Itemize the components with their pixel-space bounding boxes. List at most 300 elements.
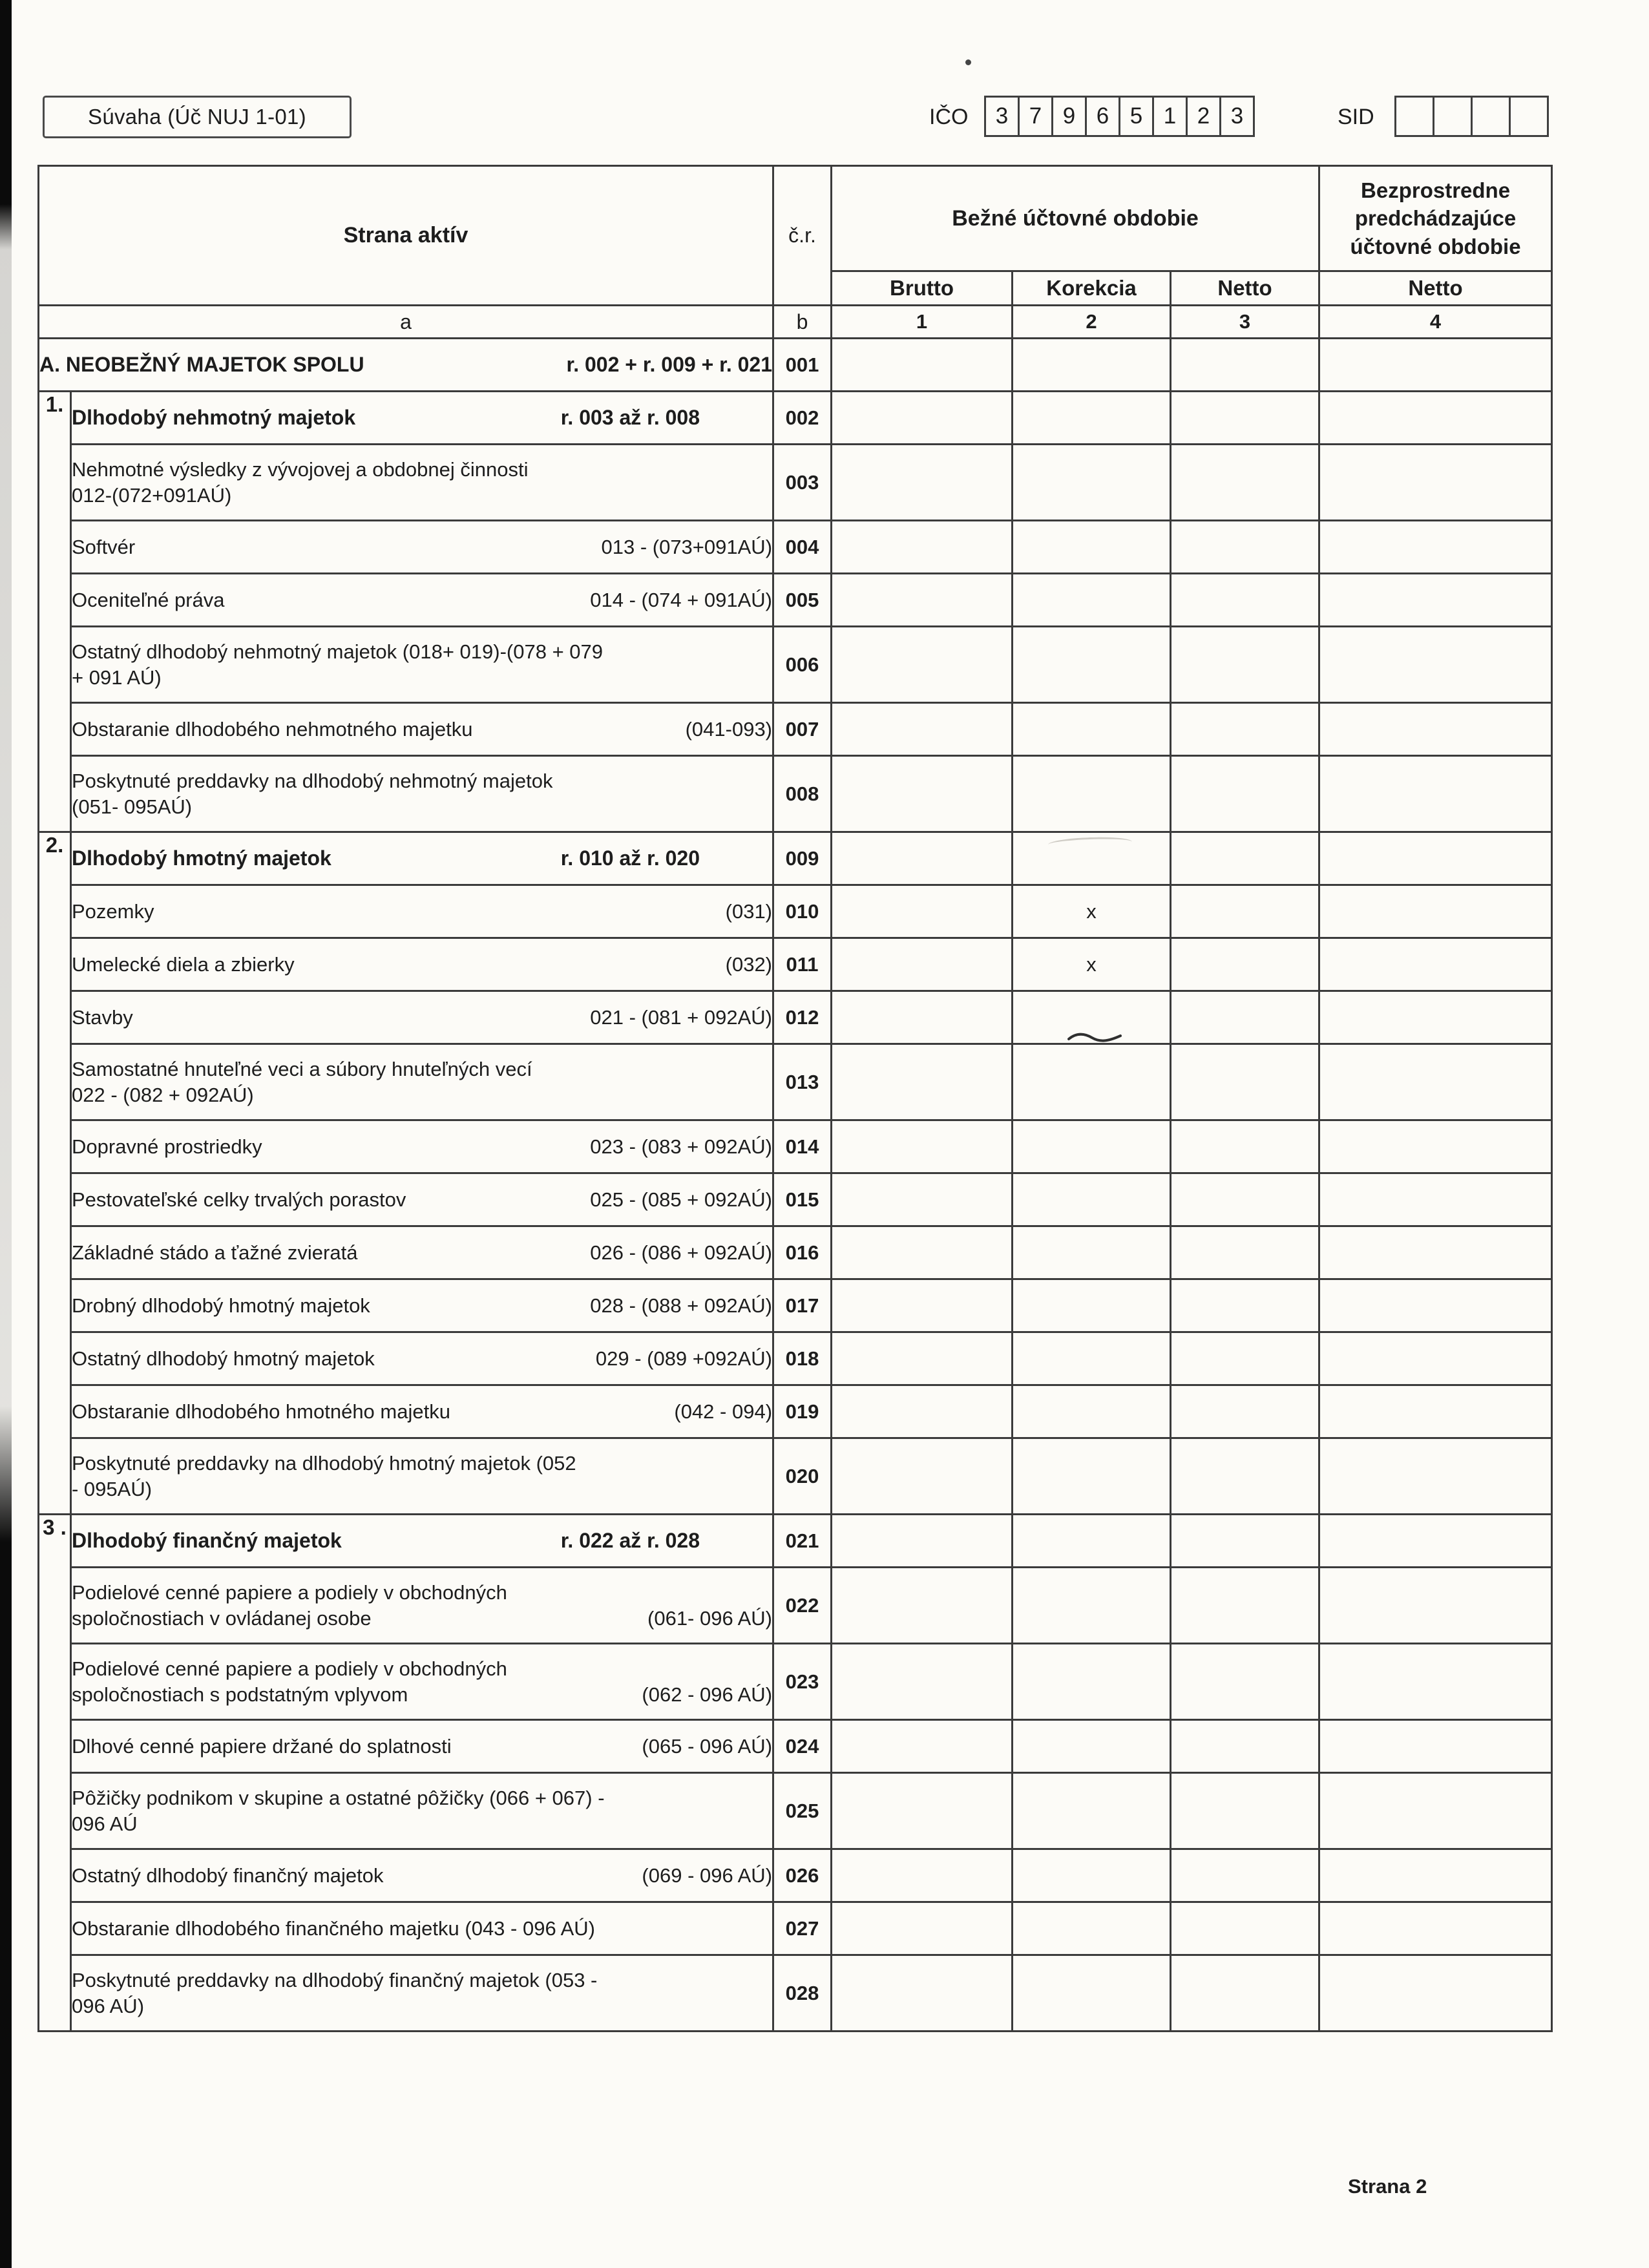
brutto-cell [832, 1279, 1013, 1332]
row-account-formula: 013 - (073+091AÚ) [601, 535, 773, 558]
header-korekcia: Korekcia [1013, 271, 1171, 306]
row-number-cell: 015 [773, 1173, 832, 1226]
brutto-cell [832, 627, 1013, 703]
row-account-formula: (065 - 096 AÚ) [642, 1734, 773, 1758]
brutto-cell [832, 832, 1013, 885]
netto-cell [1171, 574, 1319, 627]
row-number-cell: 005 [773, 574, 832, 627]
ico-digit-box: 6 [1085, 96, 1120, 137]
row-label: Samostatné hnuteľné veci a súbory hnuteľných vecí [72, 1057, 532, 1080]
row-number-cell: 018 [773, 1332, 832, 1385]
brutto-cell [832, 521, 1013, 574]
row-text-line [72, 794, 772, 820]
brutto-cell [832, 756, 1013, 832]
row-label: Podielové cenné papiere a podiely v obchodných [72, 1657, 507, 1680]
brutto-cell [832, 938, 1013, 991]
netto-cell [1171, 1385, 1319, 1438]
row-description [71, 938, 773, 991]
netto-cell [1171, 392, 1319, 445]
netto-prev-cell [1319, 1720, 1552, 1773]
netto-prev-cell [1319, 339, 1552, 392]
brutto-cell [832, 392, 1013, 445]
section-number: 1. [39, 392, 71, 832]
brutto-cell [832, 1173, 1013, 1226]
korekcia-cell [1013, 1720, 1171, 1773]
row-text-line [72, 845, 772, 872]
netto-cell [1171, 1438, 1319, 1515]
netto-prev-cell [1319, 392, 1552, 445]
row-text-line [72, 1682, 772, 1708]
row-label: Ostatný dlhodobý hmotný majetok [72, 1347, 375, 1370]
brutto-cell [832, 1120, 1013, 1173]
row-text-line [72, 1082, 772, 1108]
header-brutto: Brutto [832, 271, 1013, 306]
row-number-cell: 019 [773, 1385, 832, 1438]
balance-row-007 [39, 703, 1552, 756]
netto-cell [1171, 445, 1319, 521]
korekcia-cell [1013, 1120, 1171, 1173]
form-title: Súvaha (Úč NUJ 1-01) [43, 96, 352, 138]
netto-cell [1171, 1173, 1319, 1226]
row-description [71, 832, 773, 885]
row-text-line [72, 587, 772, 613]
row-label: Stavby [72, 1005, 133, 1029]
row-account-formula: 023 - (083 + 092AÚ) [590, 1135, 773, 1158]
netto-prev-cell [1319, 1044, 1552, 1120]
header-letters-row [39, 306, 1552, 339]
sid-box [1394, 96, 1434, 137]
row-label: Dlhodobý hmotný majetok [72, 846, 331, 870]
balance-row-003 [39, 445, 1552, 521]
row-label: Dlhodobý nehmotný majetok [72, 406, 356, 430]
balance-row-012 [39, 991, 1552, 1044]
balance-row-015 [39, 1173, 1552, 1226]
balance-row-026 [39, 1849, 1552, 1902]
sid-label: SID [1338, 105, 1374, 129]
korekcia-cell [1013, 521, 1171, 574]
korekcia-cell [1013, 1332, 1171, 1385]
row-account-formula: (042 - 094) [674, 1400, 773, 1423]
row-number-cell: 017 [773, 1279, 832, 1332]
sid-box [1471, 96, 1511, 137]
balance-row-027 [39, 1902, 1552, 1955]
brutto-cell [832, 1955, 1013, 2032]
korekcia-cell [1013, 1438, 1171, 1515]
row-label-continuation: 012-(072+091AÚ) [72, 483, 232, 507]
netto-cell [1171, 885, 1319, 938]
row-label: Poskytnuté preddavky na dlhodobý hmotný majetok (052 [72, 1451, 576, 1475]
row-description [71, 1173, 773, 1226]
row-label: Obstaranie dlhodobého nehmotného majetku [72, 717, 473, 740]
row-description [71, 1226, 773, 1279]
balance-row-001 [39, 339, 1552, 392]
row-label: Pôžičky podnikom v skupine a ostatné pôžičky (066 + 067) - [72, 1786, 605, 1809]
row-number-cell: 023 [773, 1644, 832, 1720]
row-number-cell: 008 [773, 756, 832, 832]
row-label: Ostatný dlhodobý finančný majetok [72, 1864, 384, 1887]
row-label: Poskytnuté preddavky na dlhodobý nehmotný majetok [72, 769, 553, 792]
row-number-cell: 016 [773, 1226, 832, 1279]
row-account-formula: 025 - (085 + 092AÚ) [590, 1188, 773, 1211]
row-description [71, 756, 773, 832]
letter-b: b [773, 306, 832, 339]
netto-cell [1171, 832, 1319, 885]
row-text-line [72, 404, 772, 431]
netto-prev-cell [1319, 703, 1552, 756]
netto-cell [1171, 1568, 1319, 1644]
row-text-line [72, 1656, 772, 1682]
balance-row-002 [39, 392, 1552, 445]
row-label-continuation: + 091 AÚ) [72, 666, 162, 689]
balance-row-016 [39, 1226, 1552, 1279]
row-account-formula: (041-093) [685, 717, 773, 740]
row-number-cell: 010 [773, 885, 832, 938]
row-account-formula: 026 - (086 + 092AÚ) [590, 1241, 773, 1264]
ico-digit-box: 3 [1219, 96, 1255, 137]
row-description [71, 991, 773, 1044]
netto-cell [1171, 1849, 1319, 1902]
brutto-cell [832, 1773, 1013, 1849]
korekcia-cell [1013, 1849, 1171, 1902]
balance-row-004 [39, 521, 1552, 574]
row-text-line [72, 768, 772, 794]
row-text-line [72, 952, 772, 978]
row-label-continuation: 096 AÚ [72, 1812, 138, 1835]
ico-boxes [984, 96, 1255, 137]
korekcia-cell [1013, 832, 1171, 885]
korekcia-cell [1013, 991, 1171, 1044]
row-text-line [72, 1187, 772, 1213]
netto-cell [1171, 938, 1319, 991]
korekcia-cell [1013, 1173, 1171, 1226]
netto-cell [1171, 1955, 1319, 2032]
row-text-line [72, 1734, 772, 1759]
brutto-cell [832, 1438, 1013, 1515]
korekcia-cell [1013, 1644, 1171, 1720]
balance-row-028 [39, 1955, 1552, 2032]
row-description [71, 1385, 773, 1438]
row-description [71, 574, 773, 627]
row-description [71, 1644, 773, 1720]
row-description [71, 627, 773, 703]
korekcia-cell [1013, 1902, 1171, 1955]
ico-digit-box: 1 [1152, 96, 1188, 137]
netto-prev-cell [1319, 627, 1552, 703]
row-number-cell: 020 [773, 1438, 832, 1515]
row-text-line [72, 1528, 772, 1554]
balance-rows [39, 339, 1552, 2032]
ico-digit-box: 5 [1119, 96, 1154, 137]
section-number: 3 . [39, 1515, 71, 2032]
row-label-continuation: (051- 095AÚ) [72, 795, 193, 818]
netto-prev-cell [1319, 1644, 1552, 1720]
row-text-line [72, 1451, 772, 1476]
netto-prev-cell [1319, 1568, 1552, 1644]
letter-1: 1 [832, 306, 1013, 339]
netto-cell [1171, 1044, 1319, 1120]
korekcia-cell: x [1013, 938, 1171, 991]
netto-prev-cell [1319, 1226, 1552, 1279]
brutto-cell [832, 1644, 1013, 1720]
balance-row-010 [39, 885, 1552, 938]
row-account-formula: r. 010 až r. 020 [560, 846, 700, 870]
row-label: Pestovateľské celky trvalých porastov [72, 1188, 406, 1211]
row-description [71, 1044, 773, 1120]
netto-cell [1171, 1332, 1319, 1385]
table-header [39, 166, 1552, 339]
row-number-cell: 009 [773, 832, 832, 885]
netto-cell [1171, 1120, 1319, 1173]
balance-row-017 [39, 1279, 1552, 1332]
balance-sheet-table [37, 165, 1553, 2032]
ico-digit-box: 9 [1051, 96, 1087, 137]
row-description [71, 703, 773, 756]
row-text-line [72, 457, 772, 483]
balance-row-009 [39, 832, 1552, 885]
row-label: Obstaranie dlhodobého finančného majetku (043 - 096 AÚ) [72, 1916, 595, 1940]
row-text-line [72, 1134, 772, 1160]
netto-cell [1171, 703, 1319, 756]
netto-prev-cell [1319, 938, 1552, 991]
row-label-continuation: 096 AÚ) [72, 1994, 145, 2017]
row-description [71, 521, 773, 574]
row-number-cell: 011 [773, 938, 832, 991]
row-label: Drobný dlhodobý hmotný majetok [72, 1294, 370, 1317]
korekcia-cell [1013, 703, 1171, 756]
row-text-line [72, 717, 772, 742]
netto-prev-cell [1319, 1849, 1552, 1902]
header-current-period: Bežné účtovné obdobie [832, 166, 1319, 271]
netto-cell [1171, 521, 1319, 574]
brutto-cell [832, 339, 1013, 392]
row-text-line [72, 1580, 772, 1606]
netto-prev-cell [1319, 1173, 1552, 1226]
sid-boxes [1394, 96, 1549, 137]
netto-prev-cell [1319, 1515, 1552, 1568]
row-description [71, 885, 773, 938]
netto-cell [1171, 1226, 1319, 1279]
balance-row-006 [39, 627, 1552, 703]
row-number-cell: 025 [773, 1773, 832, 1849]
row-description [71, 1438, 773, 1515]
brutto-cell [832, 574, 1013, 627]
netto-cell [1171, 756, 1319, 832]
row-description [71, 1120, 773, 1173]
row-number-cell: 001 [773, 339, 832, 392]
row-label: A. NEOBEŽNÝ MAJETOK SPOLU [39, 353, 364, 377]
row-label: Dlhové cenné papiere držané do splatnosti [72, 1734, 452, 1758]
ico-digit-box: 2 [1186, 96, 1221, 137]
scan-artifact-dot [965, 59, 971, 65]
korekcia-cell [1013, 445, 1171, 521]
row-text-line [72, 1293, 772, 1319]
balance-row-014 [39, 1120, 1552, 1173]
balance-row-025 [39, 1773, 1552, 1849]
row-number-cell: 006 [773, 627, 832, 703]
netto-prev-cell [1319, 574, 1552, 627]
row-account-formula: 028 - (088 + 092AÚ) [590, 1294, 773, 1317]
korekcia-cell [1013, 339, 1171, 392]
netto-cell [1171, 1515, 1319, 1568]
netto-cell [1171, 1773, 1319, 1849]
row-text-line [72, 1993, 772, 2019]
page-number: Strana 2 [1348, 2175, 1427, 2198]
ico-digit-box: 7 [1018, 96, 1053, 137]
netto-prev-cell [1319, 1279, 1552, 1332]
row-text-line [72, 1476, 772, 1502]
row-description [71, 1332, 773, 1385]
row-label: Obstaranie dlhodobého hmotného majetku [72, 1400, 450, 1423]
row-description [71, 1902, 773, 1955]
header-row-number: č.r. [773, 166, 832, 306]
netto-cell [1171, 627, 1319, 703]
row-text-line [72, 483, 772, 509]
netto-prev-cell [1319, 991, 1552, 1044]
netto-prev-cell [1319, 885, 1552, 938]
row-account-formula: (032) [725, 952, 773, 976]
row-text-line [72, 1968, 772, 1993]
row-label: Oceniteľné práva [72, 588, 225, 611]
korekcia-cell [1013, 1955, 1171, 2032]
netto-cell [1171, 339, 1319, 392]
row-description [71, 392, 773, 445]
row-text-line [72, 1863, 772, 1889]
korekcia-cell [1013, 1515, 1171, 1568]
row-label: Umelecké diela a zbierky [72, 952, 295, 976]
row-number-cell: 012 [773, 991, 832, 1044]
row-label: Dlhodobý finančný majetok [72, 1529, 342, 1553]
row-number-cell: 003 [773, 445, 832, 521]
row-label-continuation: spoločnostiach v ovládanej osobe [72, 1606, 372, 1630]
row-label: Pozemky [72, 899, 154, 923]
netto-prev-cell [1319, 445, 1552, 521]
korekcia-cell [1013, 1773, 1171, 1849]
balance-row-020 [39, 1438, 1552, 1515]
balance-row-022 [39, 1568, 1552, 1644]
row-number-cell: 022 [773, 1568, 832, 1644]
brutto-cell [832, 1332, 1013, 1385]
korekcia-cell [1013, 627, 1171, 703]
row-label-continuation: - 095AÚ) [72, 1477, 152, 1500]
ico-digit-box: 3 [984, 96, 1020, 137]
row-label-continuation: 022 - (082 + 092AÚ) [72, 1083, 254, 1106]
brutto-cell [832, 1385, 1013, 1438]
brutto-cell [832, 1568, 1013, 1644]
row-text-line [72, 1606, 772, 1632]
brutto-cell [832, 1849, 1013, 1902]
netto-cell [1171, 1279, 1319, 1332]
korekcia-cell [1013, 574, 1171, 627]
row-text-line [72, 1811, 772, 1837]
row-label: Podielové cenné papiere a podiely v obchodných [72, 1580, 507, 1604]
row-number-cell: 021 [773, 1515, 832, 1568]
netto-prev-cell [1319, 521, 1552, 574]
header-netto-prev: Netto [1319, 271, 1552, 306]
row-text-line [72, 1240, 772, 1266]
row-account-formula: r. 002 + r. 009 + r. 021 [566, 353, 773, 377]
netto-prev-cell [1319, 1773, 1552, 1849]
netto-cell [1171, 1902, 1319, 1955]
brutto-cell [832, 1044, 1013, 1120]
row-number-cell: 026 [773, 1849, 832, 1902]
row-label: Ostatný dlhodobý nehmotný majetok (018+ 019)-(078 + 079 [72, 640, 604, 663]
row-number-cell: 002 [773, 392, 832, 445]
row-description [71, 1515, 773, 1568]
netto-prev-cell [1319, 1438, 1552, 1515]
balance-row-008 [39, 756, 1552, 832]
row-description [39, 339, 773, 392]
ico-label: IČO [929, 105, 969, 129]
korekcia-cell [1013, 392, 1171, 445]
row-description [71, 1568, 773, 1644]
row-text-line [72, 1005, 772, 1031]
row-text-line [72, 665, 772, 691]
korekcia-cell [1013, 1044, 1171, 1120]
letter-3: 3 [1171, 306, 1319, 339]
row-account-formula: (031) [725, 899, 773, 923]
brutto-cell [832, 445, 1013, 521]
header-row-1 [39, 166, 1552, 271]
netto-prev-cell [1319, 756, 1552, 832]
brutto-cell [832, 1515, 1013, 1568]
korekcia-cell [1013, 756, 1171, 832]
row-account-formula: 014 - (074 + 091AÚ) [590, 588, 773, 611]
korekcia-cell [1013, 1226, 1171, 1279]
row-description [71, 445, 773, 521]
row-number-cell: 013 [773, 1044, 832, 1120]
netto-prev-cell [1319, 1332, 1552, 1385]
row-number-cell: 014 [773, 1120, 832, 1173]
row-number-cell: 024 [773, 1720, 832, 1773]
netto-prev-cell [1319, 1120, 1552, 1173]
balance-row-019 [39, 1385, 1552, 1438]
balance-row-005 [39, 574, 1552, 627]
netto-prev-cell [1319, 1385, 1552, 1438]
row-label: Základné stádo a ťažné zvieratá [72, 1241, 358, 1264]
header-previous-period: Bezprostredne predchádzajúce účtovné obdobie [1319, 166, 1552, 271]
brutto-cell [832, 1720, 1013, 1773]
row-description [71, 1773, 773, 1849]
row-label: Softvér [72, 535, 136, 558]
scan-artifact-left-edge [0, 0, 12, 2268]
row-description [71, 1720, 773, 1773]
row-text-line [72, 1346, 772, 1372]
balance-row-013 [39, 1044, 1552, 1120]
row-account-formula: r. 022 až r. 028 [560, 1529, 700, 1553]
header-strana-aktiv: Strana aktív [39, 166, 773, 306]
row-account-formula: r. 003 až r. 008 [560, 406, 700, 430]
brutto-cell [832, 885, 1013, 938]
header-netto: Netto [1171, 271, 1319, 306]
row-description [71, 1849, 773, 1902]
row-text-line [72, 899, 772, 925]
row-text-line [72, 1785, 772, 1811]
row-description [71, 1279, 773, 1332]
brutto-cell [832, 1902, 1013, 1955]
row-text-line [72, 1399, 772, 1425]
brutto-cell [832, 1226, 1013, 1279]
netto-cell [1171, 991, 1319, 1044]
netto-prev-cell [1319, 1902, 1552, 1955]
row-number-cell: 007 [773, 703, 832, 756]
row-number-cell: 004 [773, 521, 832, 574]
row-number-cell: 027 [773, 1902, 832, 1955]
korekcia-cell [1013, 1279, 1171, 1332]
sid-box [1433, 96, 1473, 137]
row-number-cell: 028 [773, 1955, 832, 2032]
letter-a: a [39, 306, 773, 339]
row-label: Poskytnuté preddavky na dlhodobý finančný majetok (053 - [72, 1968, 598, 1991]
